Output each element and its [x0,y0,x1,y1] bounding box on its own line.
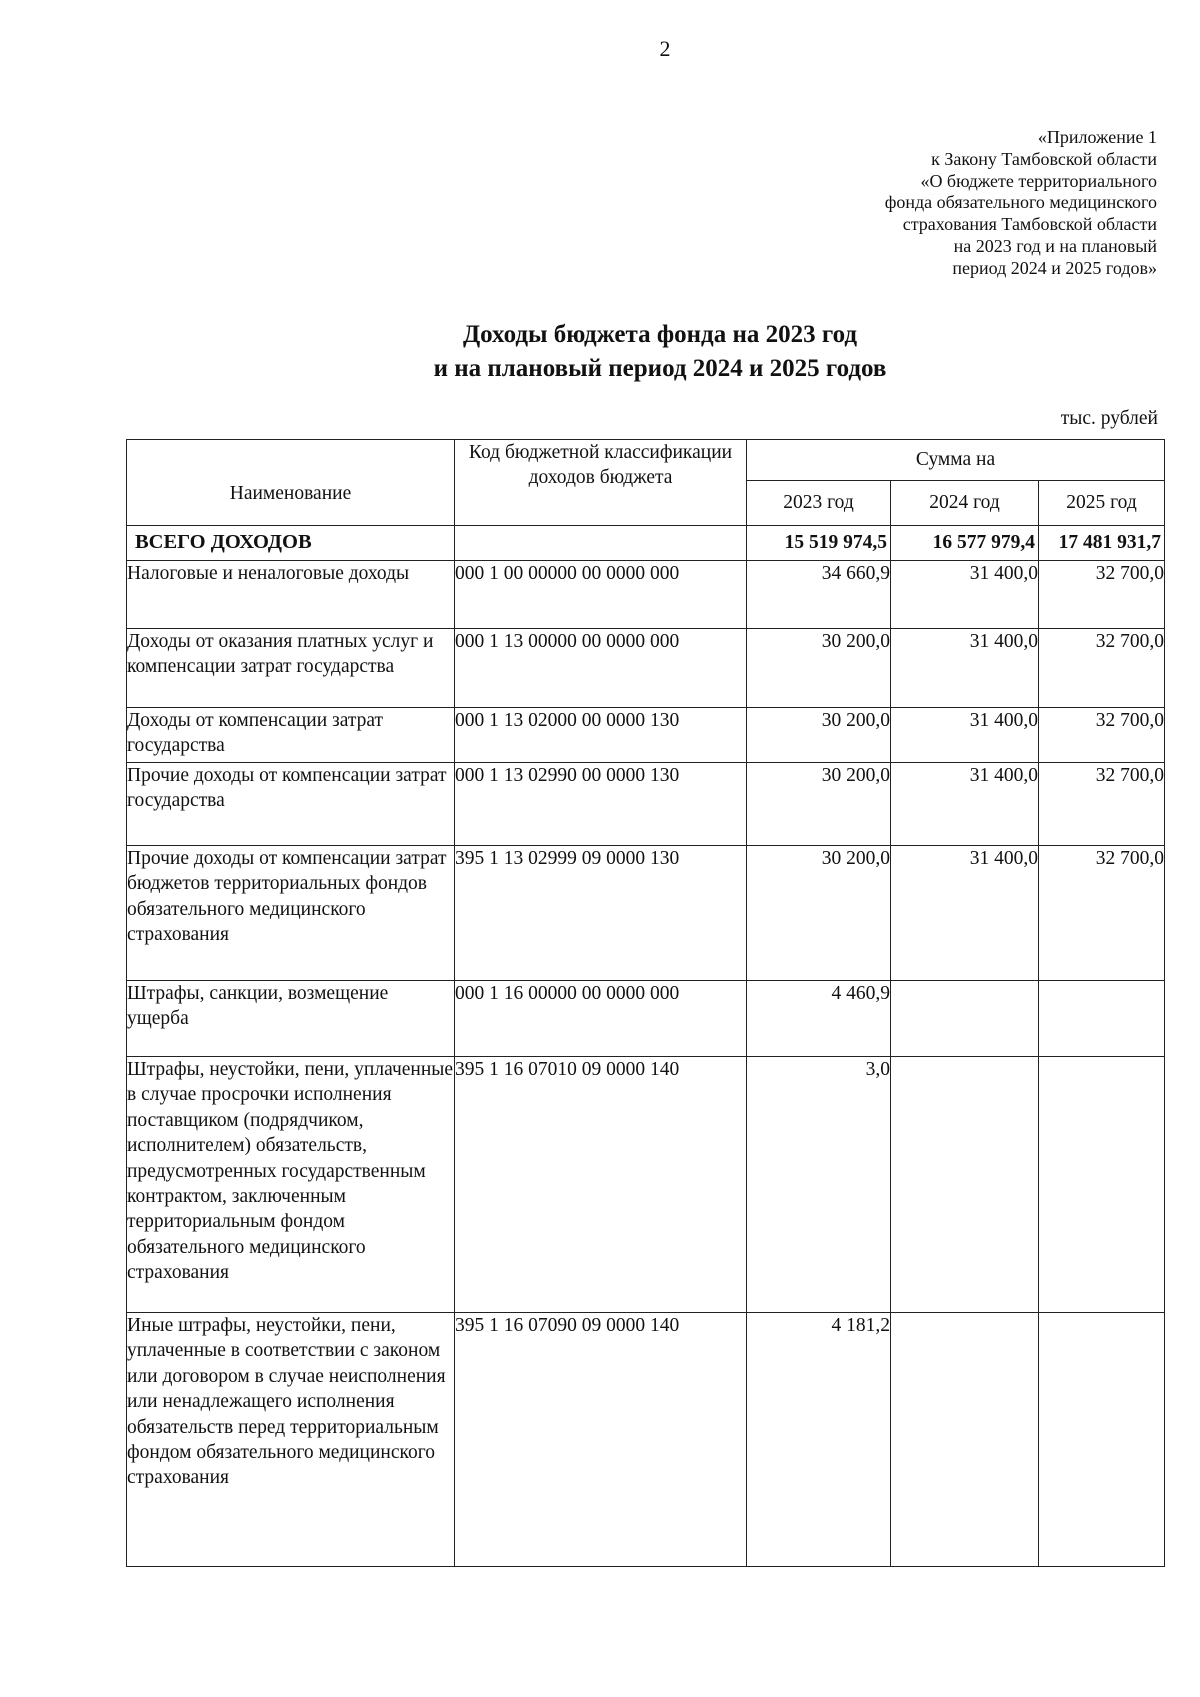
header-name: Наименование [127,440,455,526]
header-year-2024: 2024 год [891,481,1039,526]
row-name: Штрафы, неустойки, пени, уплаченные в случае просрочки исполнения поставщиком (подрядчиком, исполнителем) обязательств, предусмотренных государственным контрактом, заключенным территориальным фондом обязательного медицинского страхования [127,1057,455,1313]
appendix-line: период 2024 и 2025 годов» [952,257,1157,278]
table-row [127,1313,1165,1567]
header-year-2023: 2023 год [747,481,891,526]
total-value-2025: 17 481 931,7 [1039,526,1165,561]
row-name: Прочие доходы от компенсации затрат бюджетов территориальных фондов обязательного медицинского страхования [127,846,455,981]
total-value-2023: 15 519 974,5 [747,526,891,561]
row-value-2025 [1039,1313,1165,1567]
appendix-line: фонда обязательного медицинского [884,192,1157,213]
row-code: 395 1 16 07010 09 0000 140 [455,1057,747,1313]
appendix-line: «Приложение 1 [1037,127,1157,147]
row-value-2024: 31 400,0 [891,846,1039,981]
row-value-2023: 4 181,2 [747,1313,891,1567]
total-label: ВСЕГО ДОХОДОВ [127,526,455,561]
total-row [127,526,1165,561]
table-row [127,1057,1165,1313]
row-value-2025: 32 700,0 [1039,763,1165,846]
appendix-line: «О бюджете территориального [920,170,1157,191]
row-value-2025 [1039,981,1165,1057]
row-value-2023: 4 460,9 [747,981,891,1057]
row-code: 000 1 13 02990 00 0000 130 [455,763,747,846]
total-value-2024: 16 577 979,4 [891,526,1039,561]
table-row [127,981,1165,1057]
row-name: Прочие доходы от компенсации затрат государства [127,763,455,846]
row-value-2023: 30 200,0 [747,629,891,708]
document-title-line-2: и на плановый период 2024 и 2025 годов [433,355,887,382]
row-value-2023: 34 660,9 [747,561,891,629]
page-number: 2 [659,36,671,61]
row-value-2023: 3,0 [747,1057,891,1313]
row-value-2024: 31 400,0 [891,561,1039,629]
row-value-2024: 31 400,0 [891,629,1039,708]
table-row [127,629,1165,708]
appendix-reference [737,127,1157,280]
row-name: Штрафы, санкции, возмещение ущерба [127,981,455,1057]
row-code: 000 1 00 00000 00 0000 000 [455,561,747,629]
row-code: 000 1 13 00000 00 0000 000 [455,629,747,708]
header-year-2025: 2025 год [1039,481,1165,526]
table-row [127,763,1165,846]
income-table [126,439,1165,1567]
row-name: Доходы от компенсации затрат государства [127,708,455,763]
row-value-2025: 32 700,0 [1039,561,1165,629]
table-row [127,708,1165,763]
row-code: 000 1 16 00000 00 0000 000 [455,981,747,1057]
row-code: 395 1 16 07090 09 0000 140 [455,1313,747,1567]
row-value-2023: 30 200,0 [747,708,891,763]
row-name: Доходы от оказания платных услуг и компенсации затрат государства [127,629,455,708]
row-value-2023: 30 200,0 [747,763,891,846]
row-code: 395 1 13 02999 09 0000 130 [455,846,747,981]
units-label: тыс. рублей [1060,408,1158,429]
row-code: 000 1 13 02000 00 0000 130 [455,708,747,763]
appendix-line: к Закону Тамбовской области [931,148,1157,169]
row-value-2024 [891,1313,1039,1567]
row-value-2025: 32 700,0 [1039,629,1165,708]
header-sum: Сумма на [747,440,1165,481]
header-code: Код бюджетной классификации доходов бюджета [455,440,747,526]
row-name: Налоговые и неналоговые доходы [127,561,455,629]
row-name: Иные штрафы, неустойки, пени, уплаченные в соответствии с законом или договором в случае неисполнения или ненадлежащего исполнения обязательств перед территориальным фондом обязательного медицинского страхования [127,1313,455,1567]
row-value-2024: 31 400,0 [891,708,1039,763]
document-title-line-1: Доходы бюджета фонда на 2023 год [462,321,858,348]
document-title [0,318,1200,386]
appendix-line: на 2023 год и на плановый [953,235,1157,256]
row-value-2024: 31 400,0 [891,763,1039,846]
row-value-2025: 32 700,0 [1039,708,1165,763]
table-row [127,846,1165,981]
appendix-line: страхования Тамбовской области [902,214,1157,235]
row-value-2024 [891,1057,1039,1313]
total-code [455,526,747,561]
table-row [127,561,1165,629]
row-value-2024 [891,981,1039,1057]
row-value-2025: 32 700,0 [1039,846,1165,981]
row-value-2023: 30 200,0 [747,846,891,981]
row-value-2025 [1039,1057,1165,1313]
